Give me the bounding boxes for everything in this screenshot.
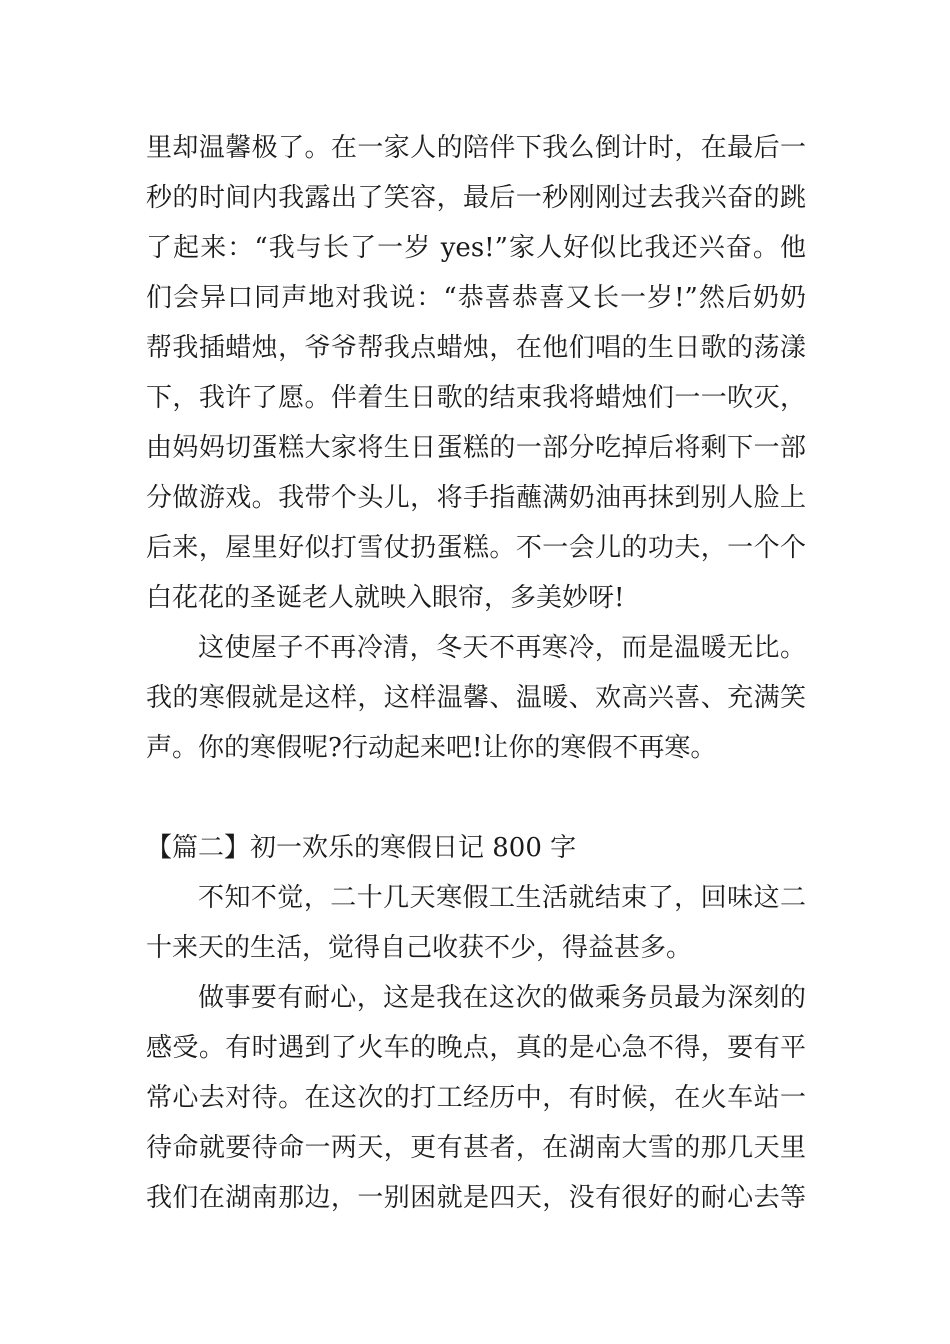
paragraph-3-line-2: 十来天的生活，觉得自己收获不少，得益甚多。 [146,933,693,963]
paragraph-1-line-7: 由妈妈切蛋糕大家将生日蛋糕的一部分吃掉后将剩下一部 [146,433,806,463]
paragraph-1-line-1: 里却温馨极了。在一家人的陪伴下我么倒计时，在最后一 [146,133,806,163]
paragraph-4-line-1: 做事要有耐心，这是我在这次的做乘务员最为深刻的 [198,983,806,1013]
paragraph-3-line-1: 不知不觉，二十几天寒假工生活就结束了，回味这二 [198,883,806,913]
paragraph-1-line-9: 后来，屋里好似打雪仗扔蛋糕。不一会儿的功夫，一个个 [146,533,806,563]
paragraph-4-line-4: 待命就要待命一两天，更有甚者，在湖南大雪的那几天里 [146,1133,806,1163]
paragraph-2-line-3: 声。你的寒假呢?行动起来吧!让你的寒假不再寒。 [146,733,717,763]
paragraph-1-line-6: 下，我许了愿。伴着生日歌的结束我将蜡烛们一一吹灭， [146,383,806,413]
paragraph-4-line-5: 我们在湖南那边，一别困就是四天，没有很好的耐心去等 [146,1183,806,1213]
paragraph-4-line-2: 感受。有时遇到了火车的晚点，真的是心急不得，要有平 [146,1033,806,1063]
paragraph-2-line-2: 我的寒假就是这样，这样温馨、温暖、欢高兴喜、充满笑 [146,683,806,713]
paragraph-1-line-3: 了起来：“我与长了一岁 yes!”家人好似比我还兴奋。他 [146,233,806,263]
paragraph-1-line-2: 秒的时间内我露出了笑容，最后一秒刚刚过去我兴奋的跳 [146,183,806,213]
paragraph-1-line-5: 帮我插蜡烛，爷爷帮我点蜡烛，在他们唱的生日歌的荡漾 [146,333,806,363]
paragraph-1-line-8: 分做游戏。我带个头儿，将手指蘸满奶油再抹到别人脸上 [146,483,806,513]
paragraph-4-line-3: 常心去对待。在这次的打工经历中，有时候，在火车站一 [146,1083,806,1113]
section-heading: 【篇二】初一欢乐的寒假日记 800 字 [146,833,577,863]
paragraph-1-line-4: 们会异口同声地对我说：“恭喜恭喜又长一岁!”然后奶奶 [146,283,806,313]
paragraph-2-line-1: 这使屋子不再冷清，冬天不再寒冷，而是温暖无比。 [198,633,806,663]
paragraph-1-line-10: 白花花的圣诞老人就映入眼帘，多美妙呀! [146,583,625,613]
